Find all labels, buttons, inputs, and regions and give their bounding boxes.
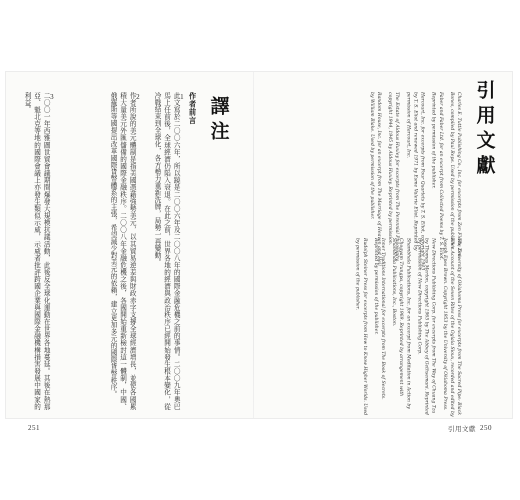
- reference-entry: New Directions Publishing Corp. for excerpts from The Way of Chuang Tzu by Thomas Merton, copyright 1965 by The Abbey of Gethsemani. Reprinted by permission of New Directions Publishing Corp.: [416, 238, 436, 415]
- note-1: [142, 92, 184, 410]
- note-3-number: 3: [50, 93, 54, 101]
- left-page-number: 251: [28, 424, 40, 432]
- preface-subheading: 作者前言: [188, 92, 198, 125]
- reference-entry: Shambhala Publications, Inc. for an excerpt from Meditation in Action by Chogyam Trungpa, copyright 1969. Reprinted by arrangement with Shambhala Publications, Inc., Boston.: [391, 238, 411, 409]
- reference-entry: Random House, Inc. for an excerpt from The Marriage of Heaven and Hell by William Blake. Used by permission of the publisher.: [368, 92, 382, 266]
- references-section-title: 引用文獻: [473, 80, 496, 180]
- note-2-number: 2: [136, 93, 140, 101]
- note-3-text: 二〇〇一年西雅圖世貿會議期間爆發大規模抗議活動，此後反全球化運動在世界各地蔓延。其後在熱那亞、魁北克等地的國際會議上亦發生類似示威，示威者批評跨國企業與國際金融機構損害發展中國家的利益。: [23, 92, 51, 410]
- reference-entry: Charles E. Tuttle Publishing Co., Inc. for excerpts from Zen Flesh, Zen Bones, compiled by Paul Reps. Used by permission of the publisher.: [448, 92, 461, 257]
- note-2: [56, 92, 140, 410]
- reference-entry: Rudolph Steiner Press for excerpts from How to Know Higher Worlds. Used by permission of the publisher.: [354, 238, 367, 416]
- note-2-text: 作者所說的美元體制是指美國憑藉強勢美元，以其貿易逆差與財政赤字支撐全球經濟增長，並使各國累積大量美元外匯儲備的國際金融秩序。二〇〇八年金融危機之後，各國開始重新檢討這一體制，中國、俄羅斯等國提出改革國際貨幣體系的主張，希望減少對美元的依賴，建立更加多元的國際貨幣秩序。: [109, 92, 137, 410]
- reference-entries-col-2: [266, 238, 462, 418]
- reference-entry: Faber and Faber Ltd. for an excerpt from Collected Poems by T. S. Eliot. Reprinted by permission of the publisher.: [430, 92, 443, 261]
- notes-section-title: 譯注: [207, 96, 230, 146]
- book-gutter: [253, 72, 254, 418]
- reference-entry: Harcourt, Inc. for excerpts from Four Quartets by T. S. Eliot, copyright 1943 by T. S. Eliot and renewed 1971 by Esme Valerie Eliot. Reprinted by permission of Harcourt, Inc.: [405, 92, 425, 271]
- note-1-number: 1: [180, 93, 184, 101]
- right-page-number: 250: [480, 424, 492, 432]
- reference-entry: Inner Traditions International for excerpts from The Book of Secrets. Reprinted by permission of the publisher.: [372, 238, 386, 400]
- reference-entry: The Estate of Aldous Huxley for excerpts from The Perennial Philosophy, copyright 1944, 1945 by Aldous Huxley. Reprinted by permission.: [387, 92, 400, 262]
- reference-entry: The University of Oklahoma Press for excerpts from The Sacred Pipe: Black Elk's Account of the Seven Rites of the Oglala Sioux, recorded and edited by Joseph Epes Brown. Copyright 1953 by the University of Oklahoma Press.: [441, 238, 461, 417]
- note-1-text: 此文寫於二〇〇六年，所以蹺是二〇〇六年及二〇〇八年的國際金融危機之前的事情。二〇〇九年奧巴馬上任前後，全球經濟仍陷入衰退。在此之前，世界各地的經濟與政治秩序已經開始發生根本變化，從冷戰結束到全球化，各方勢力重新洗牌，局勢一再變動。: [153, 92, 181, 410]
- right-running-head: 引用文獻: [448, 425, 476, 433]
- note-3: [18, 92, 54, 410]
